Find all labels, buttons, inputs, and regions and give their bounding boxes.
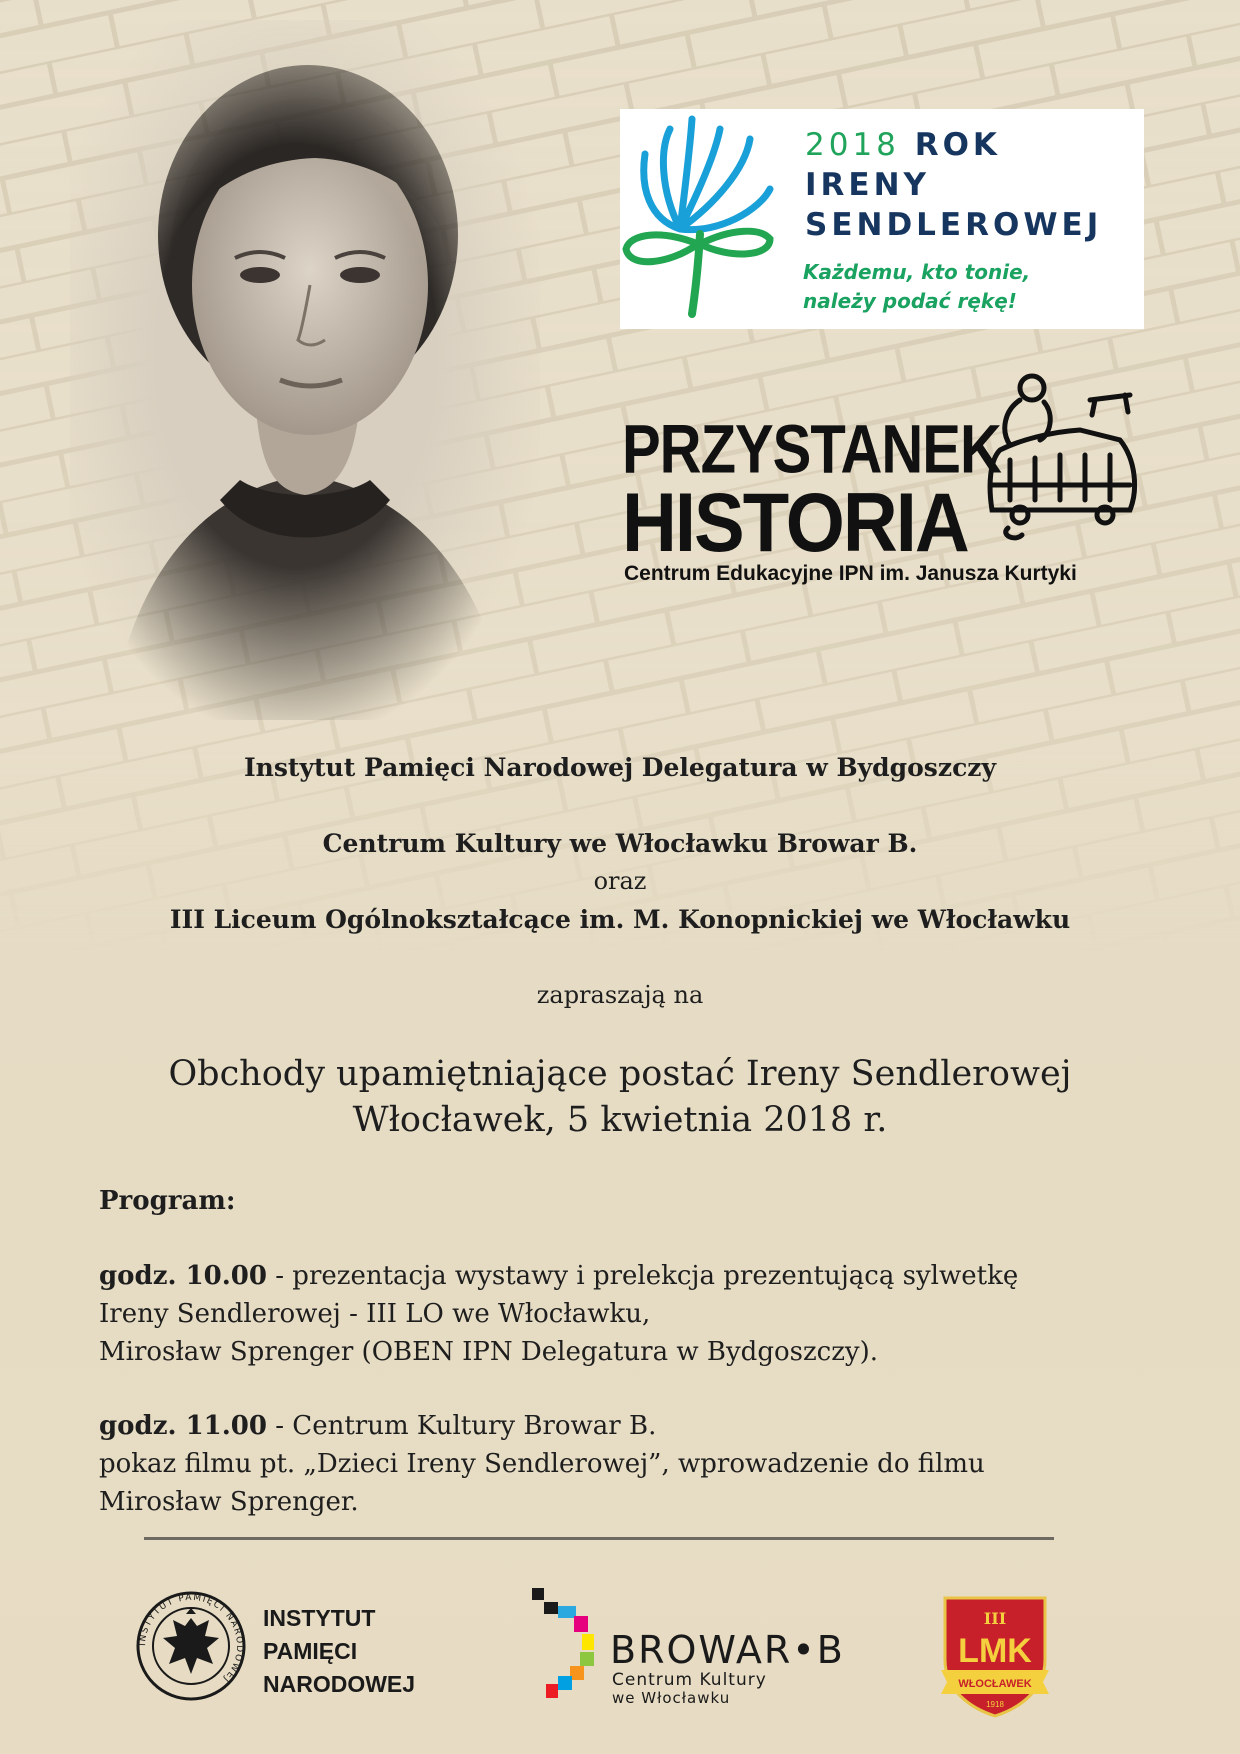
browar-city: we Włocławku (612, 1689, 731, 1707)
lmk-year: 1918 (986, 1700, 1004, 1709)
program-heading-label: Program: (99, 1186, 236, 1216)
program-item-1-line1: - prezentacja wystawy i prelekcja prezentującą sylwetkę (266, 1261, 1019, 1291)
lmk-city: WŁOCŁAWEK (958, 1678, 1032, 1690)
browar-name: BROWAR•B (610, 1628, 845, 1672)
program-item-1-line2: Ireny Sendlerowej - III LO we Włocławku, (99, 1299, 651, 1329)
rok-quote-line1: Każdemu, kto tonie, (803, 260, 1031, 284)
program-item-1 (99, 1257, 1018, 1371)
lmk-crest-logo (935, 1590, 1055, 1718)
przystanek-historia-logo (620, 370, 1140, 590)
rok-surname: SENDLEROWEJ (805, 207, 1103, 243)
program-item-1-time: godz. 10.00 (99, 1261, 267, 1291)
eagle-seal-icon (135, 1590, 247, 1702)
lmk-letters: LMK (958, 1632, 1032, 1670)
program-item-2-line1: - Centrum Kultury Browar B. (266, 1411, 657, 1441)
historia-word: HISTORIA (622, 476, 968, 570)
ipn-line3: NARODOWEJ (263, 1671, 416, 1697)
color-squares-icon (530, 1586, 610, 1706)
browar-b-logo (530, 1586, 845, 1707)
program-item-2 (99, 1407, 985, 1521)
program-item-1-line3: Mirosław Sprenger (OBEN IPN Delegatura w Bydgoszczy). (99, 1337, 879, 1367)
rok-quote-line2: należy podać rękę! (803, 289, 1017, 313)
seal-text: INSTYTUT PAMIĘCI NARODOWEJ (137, 1592, 245, 1685)
rok-word: ROK (914, 127, 1001, 163)
ipn-line1: INSTYTUT (263, 1605, 376, 1631)
event-place-date: Włocławek, 5 kwietnia 2018 r. (352, 1100, 888, 1140)
tulip-icon (620, 109, 790, 329)
program-item-2-line3: Mirosław Sprenger. (99, 1487, 359, 1517)
portrait-photo (70, 20, 540, 720)
ipn-logo (135, 1590, 455, 1720)
browar-subtitle: Centrum Kultury (612, 1670, 767, 1690)
tram-icon (980, 370, 1140, 545)
ipn-line2: PAMIĘCI (263, 1638, 358, 1664)
program-item-2-time: godz. 11.00 (99, 1411, 267, 1441)
rok-name: IRENY (805, 167, 930, 203)
footer-divider (144, 1537, 1054, 1540)
organizer-ipn: Instytut Pamięci Narodowej Delegatura w Bydgoszczy (243, 753, 997, 782)
event-title: Obchody upamiętniające postać Ireny Sendlerowej (168, 1054, 1072, 1094)
przystanek-subtitle: Centrum Edukacyjne IPN im. Janusza Kurtyki (624, 562, 1077, 585)
program-heading (99, 1182, 235, 1220)
organizer-conjunction: oraz (593, 867, 647, 895)
invitation-text: zapraszają na (536, 981, 704, 1009)
rok-year: 2018 (805, 127, 900, 163)
rok-ireny-sendlerowej-logo (620, 109, 1144, 329)
organizer-browar: Centrum Kultury we Włocławku Browar B. (322, 829, 918, 858)
program-item-2-line2: pokaz filmu pt. „Dzieci Ireny Sendlerowej”, wprowadzenie do filmu (99, 1449, 985, 1479)
organizer-liceum: III Liceum Ogólnokształcące im. M. Konopnickiej we Włocławku (169, 905, 1071, 934)
przystanek-word: PRZYSTANEK (622, 411, 1001, 488)
lmk-roman: III (983, 1609, 1007, 1628)
